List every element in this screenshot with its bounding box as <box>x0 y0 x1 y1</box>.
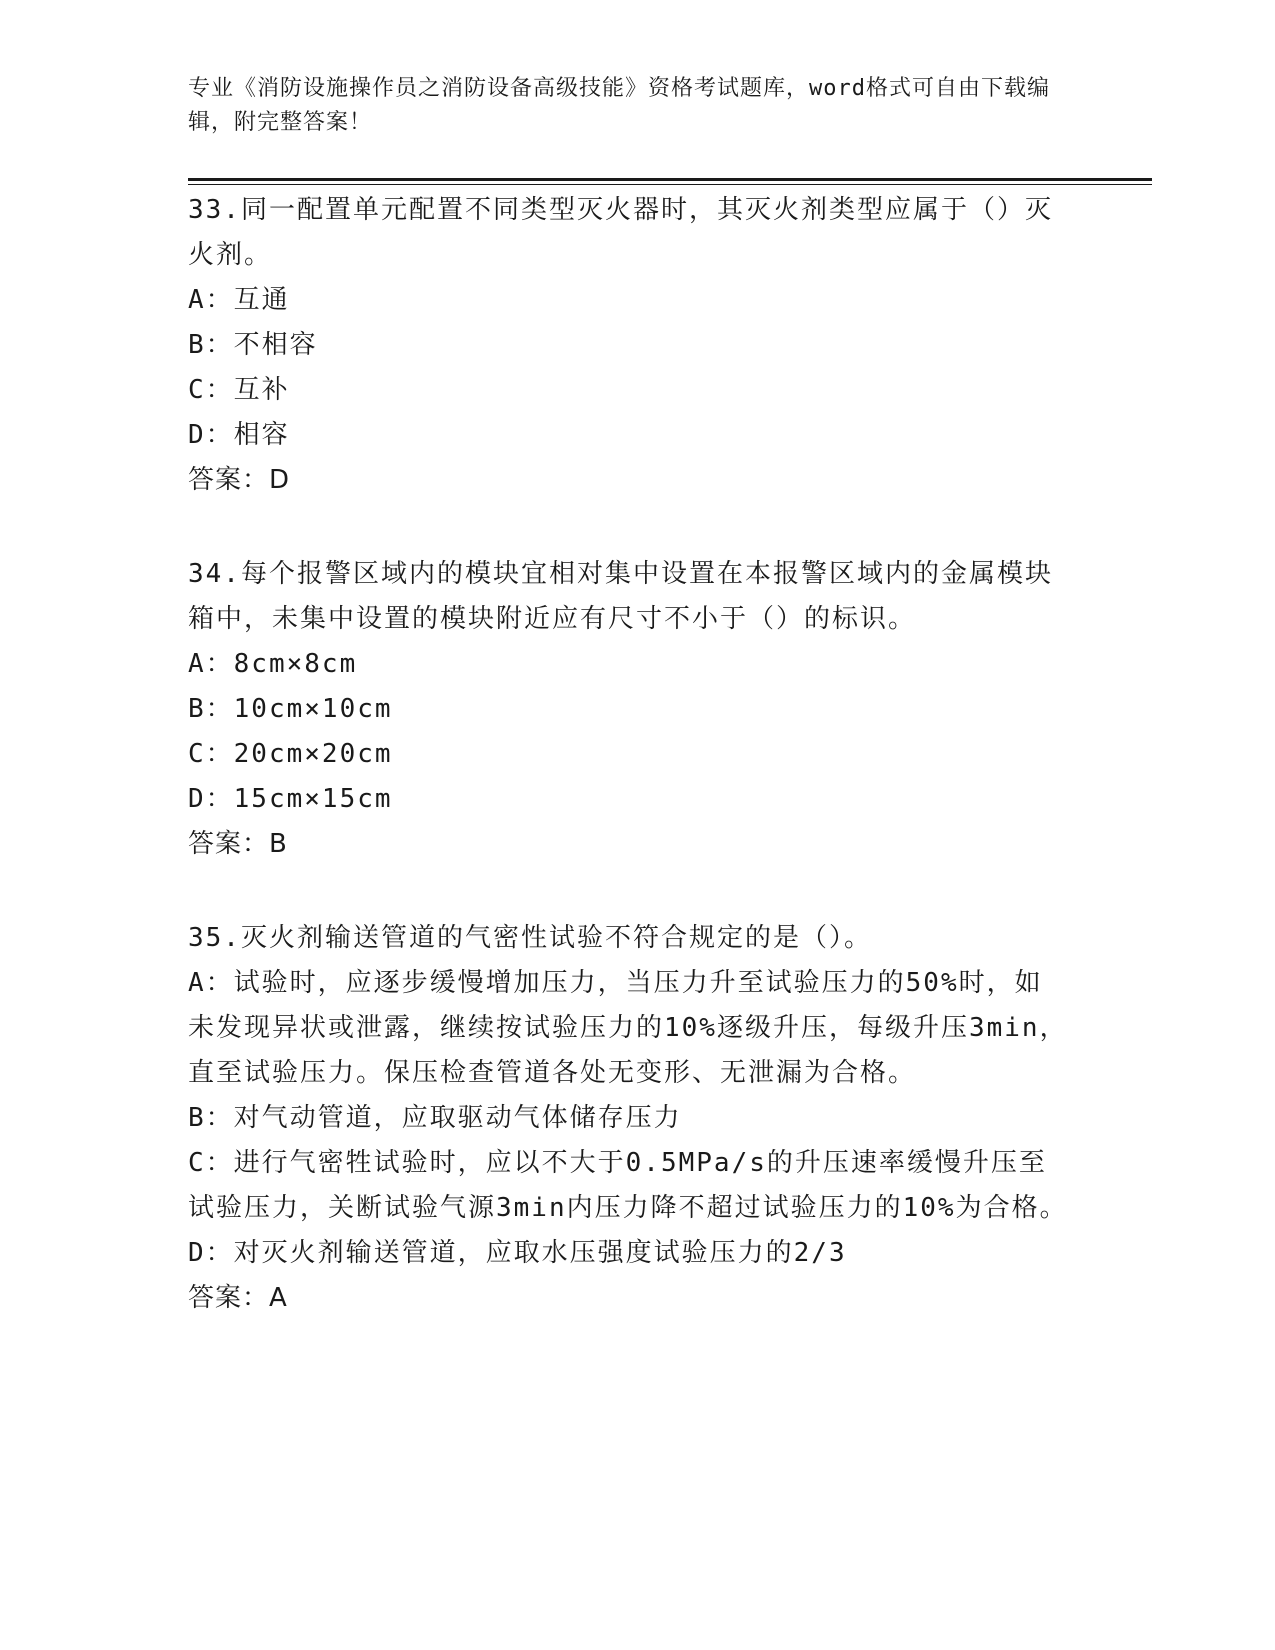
option-c: C：进行气密牲试验时，应以不大于0.5MPa/s的升压速率缓慢升压至试验压力，关断试验气源3min内压力降不超过试验压力的10%为合格。 <box>188 1148 1068 1223</box>
answer-line: 答案：D <box>188 465 291 495</box>
option-d: D：对灭火剂输送管道，应取水压强度试验压力的2/3 <box>188 1238 847 1268</box>
option-c: C：20cm×20cm <box>188 739 393 769</box>
question-stem: 35.灭火剂输送管道的气密性试验不符合规定的是（）。 <box>188 923 872 953</box>
question-stem: 34.每个报警区域内的模块宜相对集中设置在本报警区域内的金属模块箱中，未集中设置的模块附近应有尺寸不小于（）的标识。 <box>188 559 1053 634</box>
document-header: 专业《消防设施操作员之消防设备高级技能》资格考试题库，word格式可自由下载编辑，附完整答案！ <box>188 76 1050 135</box>
option-d: D：15cm×15cm <box>188 784 393 814</box>
option-c: C：互补 <box>188 375 290 405</box>
answer-line: 答案：B <box>188 829 288 859</box>
question-33 <box>188 188 1068 503</box>
option-b: B：对气动管道，应取驱动气体储存压力 <box>188 1103 682 1133</box>
header-divider-thin <box>188 184 1152 185</box>
question-stem: 33.同一配置单元配置不同类型灭火器时，其灭火剂类型应属于（）灭火剂。 <box>188 195 1053 270</box>
header-divider-thick <box>188 178 1152 181</box>
answer-line: 答案：A <box>188 1283 288 1313</box>
option-b: B：不相容 <box>188 330 318 360</box>
question-35 <box>188 916 1068 1321</box>
question-34 <box>188 552 1068 867</box>
option-b: B：10cm×10cm <box>188 694 393 724</box>
option-a: A：8cm×8cm <box>188 649 358 679</box>
option-d: D：相容 <box>188 420 290 450</box>
option-a: A：互通 <box>188 285 290 315</box>
option-a: A：试验时，应逐步缓慢增加压力，当压力升至试验压力的50%时，如未发现异状或泄露，继续按试验压力的10%逐级升压，每级升压3min，直至试验压力。保压检查管道各处无变形、无泄漏为合格。 <box>188 968 1068 1088</box>
